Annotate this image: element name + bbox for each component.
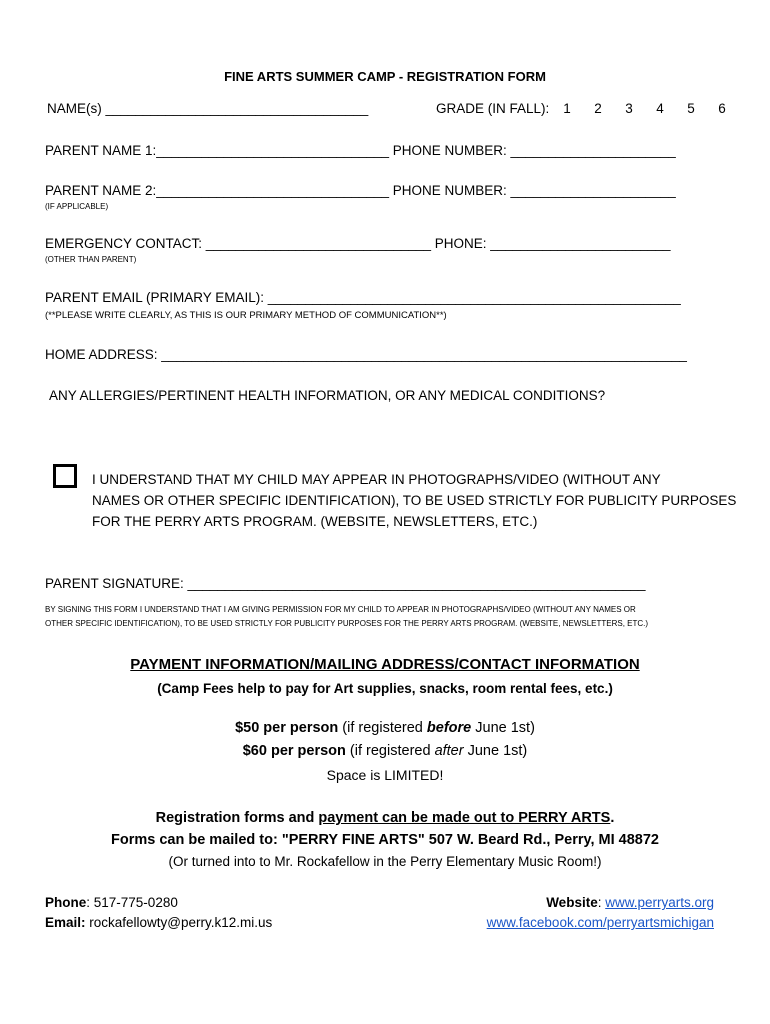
allergies-question: ANY ALLERGIES/PERTINENT HEALTH INFORMATION, OR ANY MEDICAL CONDITIONS? (49, 388, 606, 403)
price-late (0, 743, 770, 759)
registration-payee-line (0, 810, 770, 826)
form-title: FINE ARTS SUMMER CAMP - REGISTRATION FORM (224, 69, 546, 84)
contact-email (45, 915, 272, 931)
facebook-link[interactable]: www.facebook.com/perryartsmichigan (486, 915, 714, 930)
contact-facebook (487, 915, 714, 931)
photo-consent-checkbox[interactable] (53, 464, 77, 488)
price-early-post: June 1st) (471, 720, 535, 736)
parent1-field[interactable]: PARENT NAME 1:_______________________________ PHONE NUMBER: ______________________ (45, 143, 676, 158)
photo-consent-line: NAMES OR OTHER SPECIFIC IDENTIFICATION), TO BE USED STRICTLY FOR PUBLICITY PURPOSES (92, 493, 737, 508)
payment-subheading: (Camp Fees help to pay for Art supplies, snacks, room rental fees, etc.) (157, 681, 613, 696)
reg-line-payee: payment can be made out to PERRY ARTS (318, 810, 611, 826)
reg-line-pre: Registration forms and (155, 810, 319, 826)
price-late-em: after (434, 743, 464, 759)
price-early-pre: (if registered (338, 720, 427, 736)
email-label: Email: (45, 915, 86, 930)
grade-option-2[interactable]: 2 (594, 101, 602, 116)
photo-consent-line: I UNDERSTAND THAT MY CHILD MAY APPEAR IN PHOTOGRAPHS/VIDEO (WITHOUT ANY (92, 472, 661, 487)
grade-option-3[interactable]: 3 (625, 101, 633, 116)
names-field[interactable]: NAME(s) ___________________________________ (47, 101, 369, 116)
turned-in-note: (Or turned into to Mr. Rockafellow in the Perry Elementary Music Room!) (168, 854, 602, 869)
price-late-amount: $60 per person (242, 743, 346, 759)
price-late-pre: (if registered (345, 743, 435, 759)
photo-consent-line: FOR THE PERRY ARTS PROGRAM. (WEBSITE, NEWSLETTERS, ETC.) (92, 514, 538, 529)
grade-option-4[interactable]: 4 (656, 101, 664, 116)
signature-note (45, 603, 725, 631)
price-late-post: June 1st) (463, 743, 528, 759)
grade-label: GRADE (IN FALL): (436, 101, 550, 116)
price-early-amount: $50 per person (235, 720, 339, 736)
grade-option-6[interactable]: 6 (718, 101, 726, 116)
email-note: (**PLEASE WRITE CLEARLY, AS THIS IS OUR PRIMARY METHOD OF COMMUNICATION**) (45, 310, 447, 321)
payment-heading: PAYMENT INFORMATION/MAILING ADDRESS/CONTACT INFORMATION (130, 656, 640, 673)
website-sep: : (597, 895, 606, 910)
phone-value: : 517-775-0280 (86, 895, 178, 910)
home-address-field[interactable]: HOME ADDRESS: ______________________________________________________________________ (45, 347, 687, 362)
emergency-contact-field[interactable]: EMERGENCY CONTACT: ______________________________ PHONE: ________________________ (45, 236, 671, 251)
other-than-parent-note: (OTHER THAN PARENT) (45, 255, 137, 264)
grade-option-5[interactable]: 5 (687, 101, 695, 116)
reg-line-post: . (610, 810, 615, 826)
mailing-address-line: Forms can be mailed to: "PERRY FINE ARTS" 507 W. Beard Rd., Perry, MI 48872 (111, 832, 659, 848)
phone-label: Phone (45, 895, 87, 910)
parent2-field[interactable]: PARENT NAME 2:_______________________________ PHONE NUMBER: ______________________ (45, 183, 676, 198)
price-early (0, 720, 770, 736)
if-applicable-note: (IF APPLICABLE) (45, 202, 109, 211)
website-link[interactable]: www.perryarts.org (605, 895, 714, 910)
signature-note-line: OTHER SPECIFIC IDENTIFICATION), TO BE USED STRICTLY FOR PUBLICITY PURPOSES FOR THE PERRY ARTS PROGRAM. (WEBSITE, NEWSLETTERS, ETC.) (45, 619, 649, 628)
contact-phone (45, 895, 178, 911)
contact-website (546, 895, 714, 911)
parent-signature-field[interactable]: PARENT SIGNATURE: _____________________________________________________________ (45, 576, 646, 591)
email-value: rockafellowty@perry.k12.mi.us (85, 915, 273, 930)
price-early-em: before (426, 720, 472, 736)
grade-selector (436, 101, 728, 117)
signature-note-line: BY SIGNING THIS FORM I UNDERSTAND THAT I AM GIVING PERMISSION FOR MY CHILD TO APPEAR IN PHOTOGRAPHS/VIDEO (WITHOUT ANY NAMES OR (45, 605, 636, 614)
parent-email-field[interactable]: PARENT EMAIL (PRIMARY EMAIL): _______________________________________________________ (45, 290, 681, 305)
website-label: Website (546, 895, 598, 910)
space-limited: Space is LIMITED! (326, 767, 444, 783)
photo-consent-text (92, 469, 737, 532)
grade-option-1[interactable]: 1 (563, 101, 571, 116)
